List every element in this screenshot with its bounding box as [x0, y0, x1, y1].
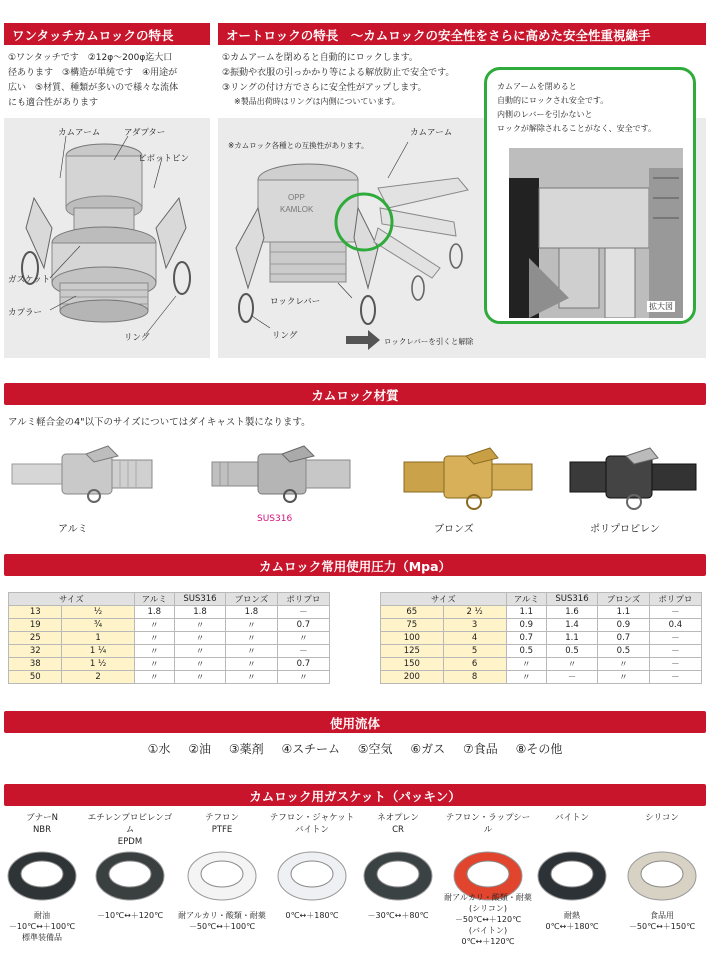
cell: 〃 — [226, 619, 278, 632]
gasket-spec-line: 耐アルカリ・酸類・耐薬 — [178, 911, 266, 920]
cell: 4 — [443, 631, 506, 644]
cell: 1.1 — [546, 631, 597, 644]
gasket-spec-line: 耐アルカリ・酸類・耐薬 — [444, 893, 532, 902]
cell: 8 — [443, 670, 506, 683]
cell: － — [277, 606, 329, 619]
gasket-ring-hole — [551, 861, 593, 887]
cell: 1.1 — [506, 606, 546, 619]
cell: 5 — [443, 644, 506, 657]
cell: 200 — [381, 670, 444, 683]
gasket-name — [445, 812, 531, 848]
gasket-name — [269, 812, 355, 836]
label-coupler: カプラー — [8, 308, 43, 318]
gasket-spec — [177, 910, 267, 932]
fluid-item: ④スチーム — [281, 742, 340, 756]
table-row — [9, 606, 330, 619]
cell: 6 — [443, 657, 506, 670]
material-photo-bronze — [400, 444, 540, 514]
gasket-spec-line: 0℃↔＋120℃ — [461, 937, 515, 946]
cell: 〃 — [134, 658, 174, 671]
gasket-ring-hole — [21, 861, 63, 887]
label-cam-arm: カムアーム — [58, 128, 101, 138]
cell: 〃 — [134, 619, 174, 632]
compat-note: ※カムロック各種との互換性があります。 — [228, 141, 369, 150]
svg-text:KAMLOK: KAMLOK — [280, 205, 314, 214]
cell: 〃 — [506, 670, 546, 683]
gasket-spec-line: 耐油 — [34, 911, 50, 920]
cell: 〃 — [134, 671, 174, 684]
cell: 1 ½ — [62, 658, 134, 671]
gasket-spec-line: 標準装備品 — [22, 933, 62, 942]
table-row — [9, 619, 330, 632]
gasket-spec-line: －10℃↔＋100℃ — [8, 922, 76, 931]
cell: 〃 — [174, 632, 225, 645]
cell: 65 — [381, 606, 444, 619]
cell: － — [649, 606, 701, 619]
gasket-name-line: ネオプレン — [377, 813, 419, 823]
gasket-name — [87, 812, 173, 848]
gasket-ring-hole — [201, 861, 243, 887]
fluids-heading: 使用流体 — [4, 711, 706, 733]
table-header-row — [381, 593, 702, 606]
material-photo-sus316 — [8, 444, 158, 504]
material-label-aluminum: アルミ — [58, 524, 88, 535]
cell: 125 — [381, 644, 444, 657]
cell: 3 — [443, 619, 506, 632]
material-photo-polypropylene — [566, 444, 706, 514]
cell: 25 — [9, 632, 62, 645]
col-header-polypro: ポリプロ — [649, 593, 701, 606]
sus316-fitting-image — [208, 444, 358, 504]
cell: － — [546, 670, 597, 683]
cell: 75 — [381, 619, 444, 632]
left-feature-line: 広い ⑤材質、種類が多いので様々な流体 — [8, 83, 179, 93]
table-row — [381, 657, 702, 670]
cell: 2 ½ — [443, 606, 506, 619]
cell: 1.8 — [226, 606, 278, 619]
cell: 2 — [62, 671, 134, 684]
svg-text:OPP: OPP — [288, 193, 305, 202]
cell: 〃 — [174, 645, 225, 658]
gasket-name-line: テフロン — [204, 813, 239, 823]
callout-text — [487, 70, 693, 136]
gasket-name — [179, 812, 265, 836]
gasket-heading: カムロック用ガスケット（パッキン） — [4, 784, 706, 806]
gasket-name-line: テフロン・ラップシール — [445, 813, 531, 835]
cell: 13 — [9, 606, 62, 619]
gasket-name-line: エチレンプロピレンゴム — [87, 813, 173, 835]
gasket-spec — [353, 910, 443, 921]
gasket-name-line: CR — [392, 825, 404, 835]
cell: 〃 — [277, 632, 329, 645]
cell: ¾ — [62, 619, 134, 632]
gasket-spec-line: (バイトン) — [468, 926, 508, 935]
cell: 〃 — [134, 645, 174, 658]
cell: 〃 — [546, 657, 597, 670]
material-label-bronze: ブロンズ — [434, 524, 474, 535]
cell: 0.9 — [598, 619, 650, 632]
cell: 〃 — [226, 671, 278, 684]
cell: 1.4 — [546, 619, 597, 632]
table-row — [381, 619, 702, 632]
gasket-spec-line: －50℃↔＋100℃ — [188, 922, 256, 931]
fluid-item: ③薬剤 — [228, 742, 264, 756]
col-header-sus316: SUS316 — [546, 593, 597, 606]
cell: 1.8 — [134, 606, 174, 619]
pressure-table-right — [380, 592, 702, 684]
material-note: アルミ軽合金の4"以下のサイズについてはダイキャスト製になります。 — [8, 417, 311, 428]
pressure-table-left — [8, 592, 330, 684]
table-row — [9, 671, 330, 684]
cell: 〃 — [226, 658, 278, 671]
cell: － — [649, 644, 701, 657]
gasket-name-line: ブナーN — [26, 813, 58, 823]
polypropylene-fitting-image — [566, 444, 706, 514]
col-header-aluminum: アルミ — [506, 593, 546, 606]
cell: 0.5 — [506, 644, 546, 657]
material-label-polypropylene: ポリプロピレン — [590, 524, 660, 535]
gasket-spec-line: －50℃↔＋120℃ — [454, 915, 522, 924]
cell: － — [277, 645, 329, 658]
cell: 〃 — [598, 657, 650, 670]
gasket-ring-image — [360, 848, 436, 904]
right-feature-note: ※製品出荷時はリングは内側についています。 — [234, 97, 400, 106]
gasket-spec — [0, 910, 87, 943]
gasket-spec — [443, 892, 533, 947]
cell: 0.7 — [277, 619, 329, 632]
right-feature-text — [222, 51, 492, 108]
left-feature-line: にも適合性があります — [8, 98, 99, 108]
cell: 1.6 — [546, 606, 597, 619]
cell: 0.7 — [277, 658, 329, 671]
gasket-ring-hole — [109, 861, 151, 887]
fluid-item: ⑤空気 — [357, 742, 393, 756]
cell: 〃 — [226, 632, 278, 645]
gasket-spec — [267, 910, 357, 921]
col-header-size: サイズ — [381, 593, 507, 606]
gasket-name-line: EPDM — [117, 837, 143, 847]
table-row — [9, 645, 330, 658]
table-row — [9, 658, 330, 671]
table-row — [381, 631, 702, 644]
cell: 〃 — [277, 671, 329, 684]
cell: 1.8 — [174, 606, 225, 619]
fluid-item: ①水 — [147, 742, 171, 756]
cell: 50 — [9, 671, 62, 684]
zoom-label: 拡大図 — [649, 302, 673, 311]
cell: 150 — [381, 657, 444, 670]
left-feature-line: 径あります ③構造が単純です ④用途が — [8, 68, 178, 78]
gasket-ring-image — [624, 848, 700, 904]
label-ring: リング — [124, 333, 150, 343]
cell: 〃 — [598, 670, 650, 683]
gasket-ring-image — [274, 848, 350, 904]
autolock-callout — [484, 67, 696, 324]
gasket-ring-hole — [377, 861, 419, 887]
left-feature-line: ①ワンタッチです ②12φ～200φ迄大口 — [8, 53, 173, 63]
right-feature-line: ③リングの付け方でさらに安全性がアップします。 — [222, 83, 427, 93]
cell: 1 — [62, 632, 134, 645]
gasket-spec-line: 0℃↔＋180℃ — [545, 922, 599, 931]
cell: － — [649, 670, 701, 683]
gasket-ring-hole — [641, 861, 683, 887]
cell: 〃 — [226, 645, 278, 658]
fluid-item: ⑧その他 — [515, 742, 563, 756]
gasket-spec-line: －30℃↔＋80℃ — [367, 911, 429, 920]
zoom-mechanism-illustration — [509, 148, 683, 318]
callout-line: 内側のレバーを引かないと — [497, 110, 593, 119]
gasket-name — [619, 812, 705, 836]
table-row — [381, 670, 702, 683]
cell: 100 — [381, 631, 444, 644]
gasket-spec-line: 耐熱 — [564, 911, 580, 920]
cell: 〃 — [174, 619, 225, 632]
gasket-spec-line: 0℃↔＋180℃ — [285, 911, 339, 920]
callout-line: ロックが解除されることがなく、安全です。 — [497, 124, 657, 133]
zoom-photo — [509, 148, 683, 318]
gasket-name-line: バイトン — [294, 825, 329, 835]
pressure-heading: カムロック常用使用圧力（Mpa） — [4, 554, 706, 576]
cell: － — [649, 631, 701, 644]
gasket-spec-line: 食品用 — [650, 911, 674, 920]
label-pivot-pin: ピボットピン — [138, 154, 190, 164]
col-header-bronze: ブロンズ — [226, 593, 278, 606]
right-feature-title: オートロックの特長 ～カムロックの安全性をさらに高めた安全性重視継手 — [218, 23, 706, 45]
cell: 0.5 — [546, 644, 597, 657]
gasket-spec — [527, 910, 617, 932]
gasket-spec-line: －50℃↔＋150℃ — [628, 922, 696, 931]
gasket-name — [355, 812, 441, 836]
cell: 38 — [9, 658, 62, 671]
col-header-polypro: ポリプロ — [277, 593, 329, 606]
cell: 〃 — [134, 632, 174, 645]
fluid-item: ⑦食品 — [462, 742, 498, 756]
table-row — [381, 606, 702, 619]
gasket-spec — [617, 910, 707, 932]
gasket-spec — [85, 910, 175, 921]
label-gasket: ガスケット — [8, 275, 51, 285]
gasket-name-line — [445, 836, 531, 848]
gasket-spec-line: －10℃↔＋120℃ — [96, 911, 164, 920]
table-row — [9, 632, 330, 645]
gasket-ring-hole — [467, 861, 509, 887]
left-feature-text — [8, 51, 212, 111]
cell: 32 — [9, 645, 62, 658]
right-feature-line: ②振動や衣服の引っかかり等による解放防止で安全です。 — [222, 68, 455, 78]
gasket-name-line: テフロン・ジャケット — [269, 813, 355, 823]
cell: 0.9 — [506, 619, 546, 632]
label-adapter: アダプター — [124, 128, 166, 138]
gasket-name-line: シリコン — [645, 813, 679, 823]
gasket-name-line: PTFE — [211, 825, 233, 835]
label-lock-lever: ロックレバー — [270, 297, 321, 307]
gasket-name-line — [619, 824, 705, 836]
fluid-item: ②油 — [188, 742, 212, 756]
left-feature-title: ワンタッチカムロックの特長 — [4, 23, 210, 45]
gasket-name-line: NBR — [32, 825, 52, 835]
label-release: ロックレバーを引くと解除 — [384, 337, 474, 346]
cell: － — [649, 657, 701, 670]
gasket-spec-line: (シリコン) — [468, 904, 508, 913]
gasket-name-line: バイトン — [554, 813, 589, 823]
gasket-name — [529, 812, 615, 836]
label-ring-right: リング — [272, 331, 298, 341]
material-label-sus316: SUS316 — [257, 514, 293, 524]
col-header-sus316: SUS316 — [174, 593, 225, 606]
cell: 〃 — [174, 671, 225, 684]
cell: ½ — [62, 606, 134, 619]
col-header-size: サイズ — [9, 593, 135, 606]
gasket-name-line — [529, 824, 615, 836]
gasket-list — [0, 812, 710, 968]
cell: 〃 — [506, 657, 546, 670]
cell: 19 — [9, 619, 62, 632]
bronze-fitting-image — [400, 444, 540, 514]
gasket-ring-image — [4, 848, 80, 904]
gasket-ring-image — [184, 848, 260, 904]
cell: 0.5 — [598, 644, 650, 657]
material-heading: カムロック材質 — [4, 383, 706, 405]
gasket-ring-image — [92, 848, 168, 904]
right-feature-line: ①カムアームを閉めると自動的にロックします。 — [222, 53, 418, 63]
cell: 0.4 — [649, 619, 701, 632]
table-row — [381, 644, 702, 657]
cell: 〃 — [174, 658, 225, 671]
cell: 0.7 — [506, 631, 546, 644]
callout-line: 自動的にロックされ安全です。 — [497, 96, 609, 105]
gasket-ring-image — [534, 848, 610, 904]
cell: 0.7 — [598, 631, 650, 644]
fluid-item: ⑥ガス — [410, 742, 446, 756]
callout-line: カムアームを閉めると — [497, 82, 577, 91]
col-header-aluminum: アルミ — [134, 593, 174, 606]
cell: 1.1 — [598, 606, 650, 619]
gasket-name — [0, 812, 85, 836]
gasket-ring-hole — [291, 861, 333, 887]
cell: 1 ¼ — [62, 645, 134, 658]
label-cam-arm-right: カムアーム — [410, 128, 453, 138]
fluids-list — [0, 740, 710, 757]
col-header-bronze: ブロンズ — [598, 593, 650, 606]
table-header-row — [9, 593, 330, 606]
